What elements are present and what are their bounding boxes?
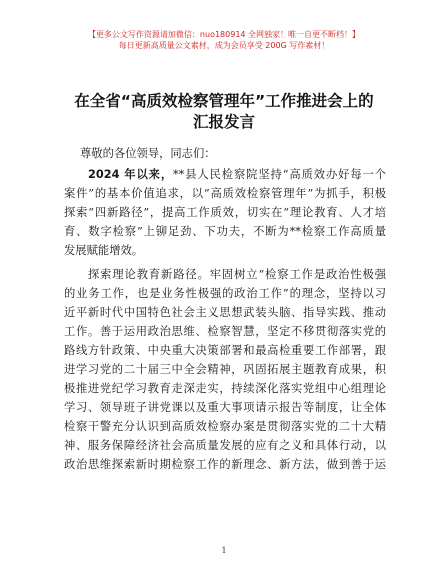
paragraph-line bbox=[88, 168, 386, 182]
paragraph-line: 政治思维探索新时期检察工作的新理念、新方法，做到善于运 bbox=[64, 458, 386, 471]
para1-line1-rest: **县人民检察院坚持“高质效办好每一个 bbox=[173, 168, 386, 181]
paragraph-line: 路线方针政策、中央重大决策部署和最高检重要工作部署，跟 bbox=[64, 344, 386, 357]
paragraph-line: 探索理论教育新路径。牢固树立“检察工作是政治性极强 bbox=[88, 268, 386, 281]
paragraph-line: 发展赋能增效。 bbox=[64, 244, 144, 257]
promo-line-2: 每日更新高质量公文素材，成为会员享受 200G 写作素材！ bbox=[118, 41, 330, 50]
paragraph-line: 探索“四新路径”，提高工作质效，切实在“理论教育、人才培 bbox=[64, 206, 386, 219]
promo-line-1: 【更多公文写作资源请加微信：nuo180914 全网独家！唯一自更不断档！】 bbox=[87, 30, 361, 39]
paragraph-line: 工作。善于运用政治思维、检察智慧，坚定不移贯彻落实党的 bbox=[64, 325, 386, 338]
paragraph-line: 育、数字检察”上铆足劲、下功夫，不断为**检察工作高质量 bbox=[64, 225, 386, 238]
paragraph-line: 检察干警充分认识到高质效检察办案是贯彻落实党的二十大精 bbox=[64, 420, 386, 433]
paragraph-line: 进学习党的二十届三中全会精神，巩固拓展主题教育成果，积 bbox=[64, 363, 386, 376]
paragraph-line: 近平新时代中国特色社会主义思想武装头脑、指导实践、推动 bbox=[64, 306, 386, 319]
paragraph-line: 的业务工作，也是业务性极强的政治工作”的理念，坚持以习 bbox=[64, 287, 386, 300]
document-title-line-1: 在全省“高质效检察管理年”工作推进会上的 bbox=[74, 92, 374, 110]
para1-lead: 2024 年以来， bbox=[88, 168, 174, 181]
salutation: 尊敬的各位领导，同志们： bbox=[80, 147, 216, 160]
paragraph-line: 学习、领导班子讲党课以及重大事项请示报告等制度，让全体 bbox=[64, 401, 386, 414]
document-title-line-2: 汇报发言 bbox=[192, 113, 255, 131]
paragraph-line: 案件”的基本价值追求，以“高质效检察管理年”为抓手，积极 bbox=[64, 187, 386, 200]
paragraph-line: 神、服务保障经济社会高质量发展的应有之义和具体行动，以 bbox=[64, 439, 386, 452]
paragraph-line: 极推进党纪学习教育走深走实，持续深化落实党组中心组理论 bbox=[64, 382, 386, 395]
page-number: 1 bbox=[221, 546, 227, 555]
